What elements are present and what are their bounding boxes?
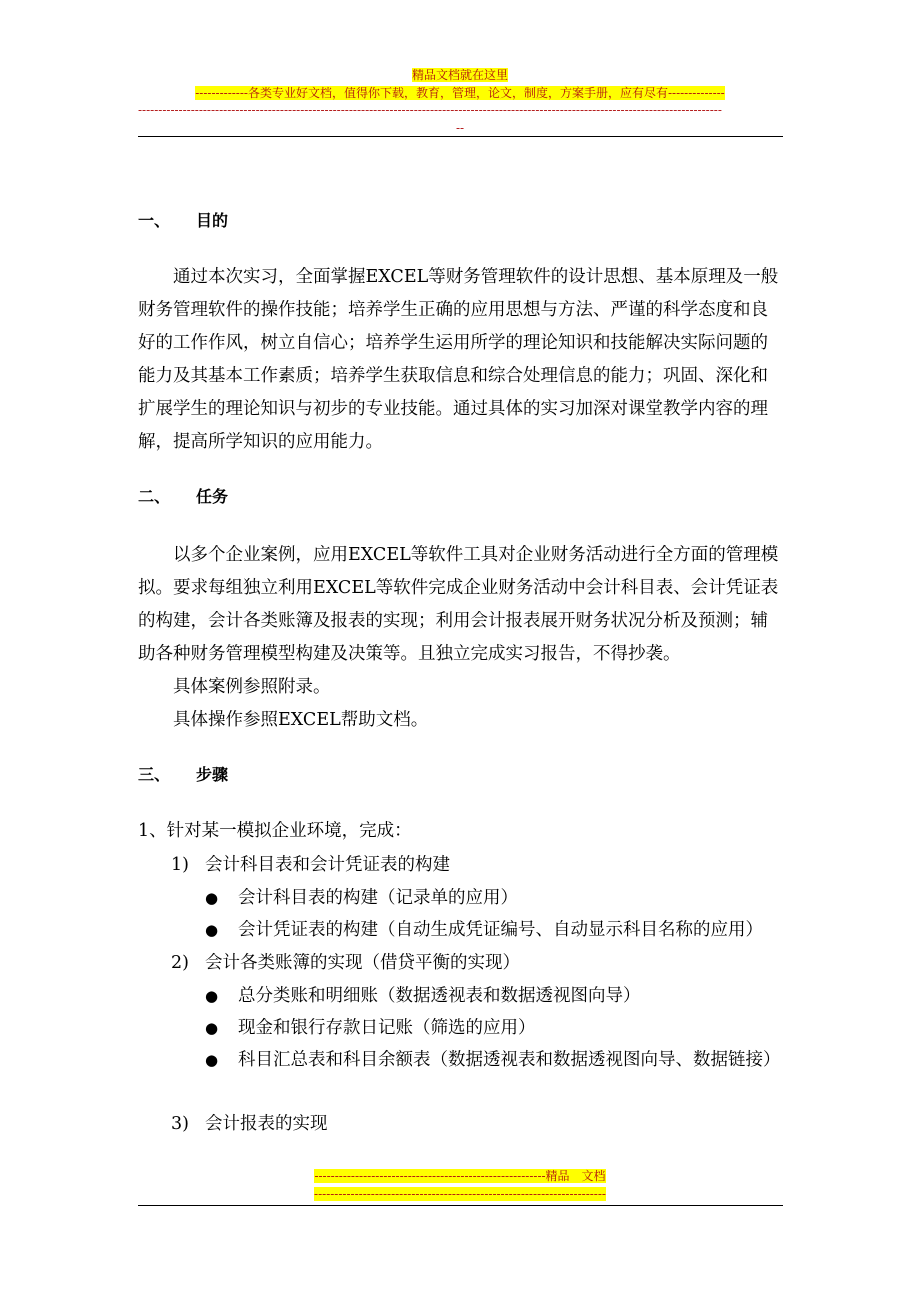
- section-title: 目的: [196, 211, 229, 230]
- step-text: 会计科目表和会计凭证表的构建: [205, 855, 450, 875]
- bullet-item: 总分类账和明细账（数据透视表和数据透视图向导）: [238, 986, 641, 1006]
- footer-line-2: ------------------------------------------------------------------------: [314, 1187, 606, 1201]
- section-heading-task: [138, 487, 228, 507]
- section-heading-purpose: [138, 211, 228, 231]
- step-text: 会计报表的实现: [205, 1114, 328, 1134]
- steps-intro: 1、针对某一模拟企业环境，完成：: [138, 821, 412, 841]
- step-number: 2): [171, 953, 189, 973]
- purpose-paragraph: 通过本次实习，全面掌握EXCEL等财务管理软件的设计思想、基本原理及一般财务管理软件的操作技能；培养学生正确的应用思想与方法、严谨的科学态度和良好的工作作风，树立自信心；培养学生运用所学的理论知识和技能解决实际问题的能力及其基本工作素质；培养学生获取信息和综合处理信息的能力；巩固、深化和扩展学生的理论知识与初步的专业技能。通过具体的实习加深对课堂教学内容的理解，提高所学知识的应用能力。: [138, 267, 779, 452]
- bullet-icon: ●: [205, 889, 219, 907]
- bullet-item: 科目汇总表和科目余额表（数据透视表和数据透视图向导、数据链接）: [238, 1050, 781, 1070]
- header-banner: -------------各类专业好文档，值得你下载，教育，管理，论文，制度，方案手册，应有尽有--------------: [195, 86, 725, 100]
- bullet-icon: ●: [205, 1019, 219, 1037]
- bullet-icon: ●: [205, 987, 219, 1005]
- step-text: 会计各类账簿的实现（借贷平衡的实现）: [205, 953, 520, 973]
- bullet-icon: ●: [205, 1051, 219, 1069]
- section-number: 二、: [138, 487, 171, 506]
- step-number: 3): [171, 1114, 189, 1134]
- section-title: 任务: [196, 487, 229, 506]
- step-number: 1): [171, 855, 189, 875]
- section-number: 一、: [138, 211, 171, 230]
- case-reference: 具体案例参照附录。: [173, 677, 331, 697]
- bullet-item: 现金和银行存款日记账（筛选的应用）: [238, 1018, 536, 1038]
- bullet-item: 会计凭证表的构建（自动生成凭证编号、自动显示科目名称的应用）: [238, 920, 763, 940]
- bullet-icon: ●: [205, 921, 219, 939]
- section-title: 步骤: [196, 765, 229, 784]
- footer-rule: [138, 1205, 783, 1206]
- header-rule: [138, 136, 783, 137]
- header-title: 精品文档就在这里: [411, 68, 508, 82]
- section-heading-steps: [138, 765, 228, 785]
- task-paragraph: 以多个企业案例，应用EXCEL等软件工具对企业财务活动进行全方面的管理模拟。要求每组独立利用EXCEL等软件完成企业财务活动中会计科目表、会计凭证表的构建，会计各类账簿及报表的实现；利用会计报表展开财务状况分析及预测；辅助各种财务管理模型构建及决策等。且独立完成实习报告，不得抄袭。: [138, 545, 779, 664]
- section-number: 三、: [138, 765, 171, 784]
- footer-line-1: ---------------------------------------------------------精品 文档: [314, 1169, 606, 1183]
- header-dashes: ------------------------------------------------------------------------------------------------------------------------------------------------: [138, 103, 722, 117]
- bullet-item: 会计科目表的构建（记录单的应用）: [238, 888, 518, 908]
- operation-reference: 具体操作参照EXCEL帮助文档。: [173, 710, 429, 730]
- header-dashes-tail: --: [455, 121, 465, 135]
